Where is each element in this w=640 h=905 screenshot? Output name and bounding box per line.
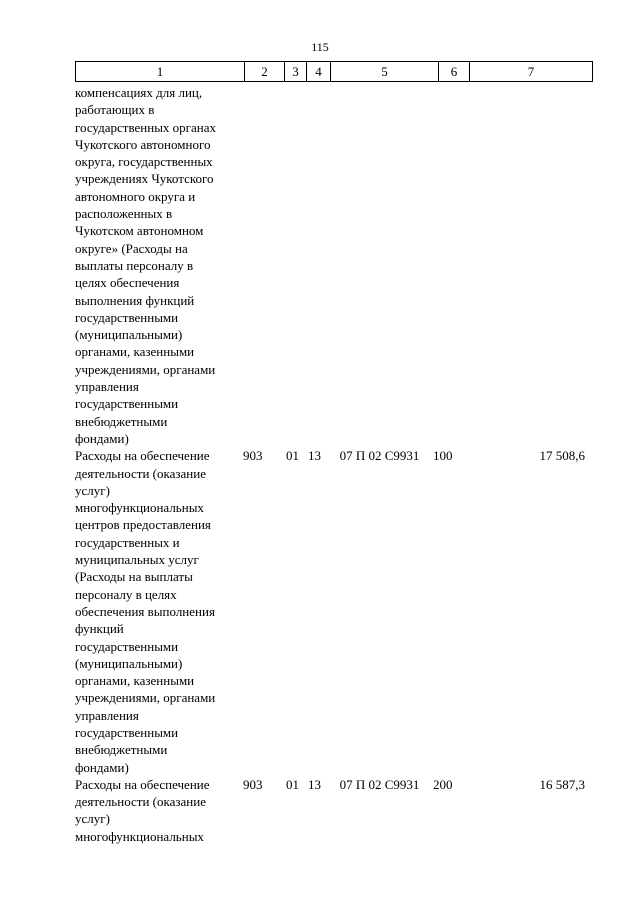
description-line: работающих в — [75, 102, 155, 118]
description-line: (Расходы на выплаты — [75, 569, 193, 585]
row-amount: 16 587,3 — [539, 776, 585, 792]
row-section-code: 01 — [286, 776, 299, 792]
budget-table-body — [75, 84, 585, 845]
row-subsection-code: 13 — [308, 776, 321, 792]
row-amount — [463, 84, 585, 447]
description-line: округа, государственных — [75, 154, 213, 170]
column-header-row — [76, 62, 593, 82]
column-header-5: 5 — [331, 62, 439, 82]
table-row — [75, 447, 585, 776]
description-line: целях обеспечения — [75, 275, 180, 291]
description-line: выполнения функций — [75, 292, 195, 308]
description-line: деятельности (оказание — [75, 465, 206, 481]
description-line: государственными — [75, 724, 179, 740]
column-header-2: 2 — [245, 62, 285, 82]
description-line: многофункциональных — [75, 828, 204, 844]
description-line: органами, казенными — [75, 673, 195, 689]
description-line: услуг) — [75, 811, 110, 827]
row-section-code — [282, 84, 303, 447]
row-expense-type: 100 — [433, 448, 453, 464]
row-description — [75, 447, 243, 776]
row-subsection-code: 13 — [308, 448, 321, 464]
description-line: учреждениях Чукотского — [75, 171, 214, 187]
description-line: государственных и — [75, 534, 180, 550]
description-line: государственными — [75, 309, 179, 325]
row-admin-code: 903 — [243, 776, 263, 792]
page-number: 115 — [311, 40, 329, 54]
description-line: фондами) — [75, 430, 129, 446]
row-amount: 17 508,6 — [539, 448, 585, 464]
description-line: внебюджетными — [75, 742, 168, 758]
column-header-4: 4 — [307, 62, 331, 82]
description-line: выплаты персоналу в — [75, 257, 194, 273]
description-line: государственными — [75, 396, 179, 412]
column-header-table — [75, 61, 593, 82]
description-line: государственных органах — [75, 119, 217, 135]
description-line: функций — [75, 621, 124, 637]
row-description — [75, 776, 243, 845]
column-header-7: 7 — [470, 62, 593, 82]
description-line: государственными — [75, 638, 179, 654]
description-line: внебюджетными — [75, 413, 168, 429]
description-line: услуг) — [75, 482, 110, 498]
description-line: расположенных в — [75, 206, 173, 222]
row-section-code: 01 — [286, 448, 299, 464]
description-line: (муниципальными) — [75, 327, 183, 343]
table-row — [75, 776, 585, 845]
description-line: деятельности (оказание — [75, 794, 206, 810]
row-subsection-code — [303, 84, 326, 447]
description-line: Расходы на обеспечение — [75, 448, 210, 464]
column-header-6: 6 — [439, 62, 470, 82]
description-line: Чукотском автономном — [75, 223, 204, 239]
column-header-3: 3 — [285, 62, 307, 82]
row-expense-type: 200 — [433, 776, 453, 792]
description-line: обеспечения выполнения — [75, 603, 215, 619]
description-line: многофункциональных — [75, 500, 204, 516]
description-line: (муниципальными) — [75, 655, 183, 671]
column-header-1: 1 — [76, 62, 245, 82]
row-admin-code — [243, 84, 282, 447]
row-target-code: 07 П 02 С9931 — [339, 448, 420, 464]
description-line: компенсациях для лиц, — [75, 85, 203, 100]
description-line: учреждениями, органами — [75, 690, 216, 706]
description-line: центров предоставления — [75, 517, 211, 533]
row-expense-type — [433, 84, 463, 447]
description-line: фондами) — [75, 759, 129, 775]
row-target-code: 07 П 02 С9931 — [339, 776, 420, 792]
description-line: учреждениями, органами — [75, 361, 216, 377]
description-line: управления — [75, 379, 139, 395]
description-line: органами, казенными — [75, 344, 195, 360]
description-line: муниципальных услуг — [75, 552, 199, 568]
description-line: округе» (Расходы на — [75, 240, 188, 256]
row-description — [75, 84, 243, 447]
description-line: управления — [75, 707, 139, 723]
row-target-code — [326, 84, 433, 447]
description-line: Чукотского автономного — [75, 136, 211, 152]
row-admin-code: 903 — [243, 448, 263, 464]
table-row — [75, 84, 585, 447]
description-line: автономного округа и — [75, 188, 196, 204]
description-line: Расходы на обеспечение — [75, 776, 210, 792]
description-line: персоналу в целях — [75, 586, 177, 602]
